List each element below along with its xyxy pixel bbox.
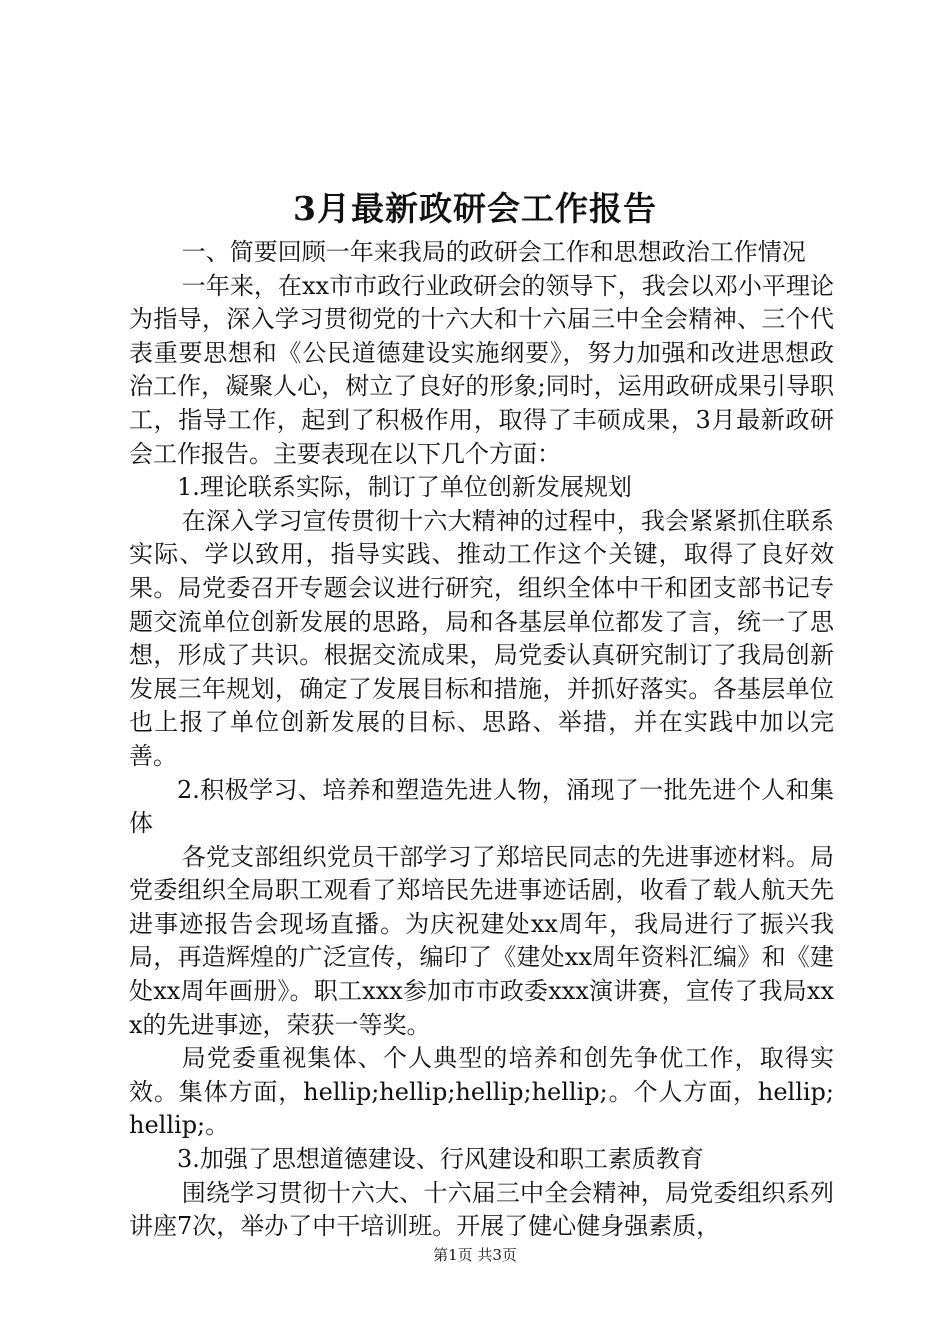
subsection-heading: 3.加强了思想道德建设、行风建设和职工素质教育: [177, 1145, 704, 1174]
body-paragraph: 在深入学习宣传贯彻十六大精神的过程中，我会紧紧抓住联系实际、学以致用，指导实践、推动工作这个关键，取得了良好效果。局党委召开专题会议进行研究，组织全体中干和团支部书记专题交流单位创新发展的思路，局和各基层单位都发了言，统一了思想，形成了共识。根据交流成果，局党委认真研究制订了我局创新发展三年规划，确定了发展目标和措施，并抓好落实。各基层单位也上报了单位创新发展的目标、思路、举措，并在实践中加以完善。: [129, 506, 834, 770]
subsection-heading: 2.积极学习、培养和塑造先进人物，涌现了一批先进个人和集体: [129, 775, 834, 838]
body-paragraph: 围绕学习贯彻十六大、十六届三中全会精神，局党委组织系列讲座7次，举办了中干培训班。开展了健心健身强素质，: [129, 1178, 834, 1241]
document-title: 3月最新政研会工作报告: [293, 189, 657, 228]
page-number-footer: 第1页 共3页: [433, 1246, 517, 1264]
body-paragraph: 一年来，在xx市市政行业政研会的领导下，我会以邓小平理论为指导，深入学习贯彻党的十六大和十六届三中全会精神、三个代表重要思想和《公民道德建设实施纲要》，努力加强和改进思想政治工作，凝聚人心，树立了良好的形象;同时，运用政研成果引导职工，指导工作，起到了积极作用，取得了丰硕成果，3月最新政研会工作报告。主要表现在以下几个方面：: [129, 271, 834, 468]
body-paragraph: 各党支部组织党员干部学习了郑培民同志的先进事迹材料。局党委组织全局职工观看了郑培民先进事迹话剧，收看了载人航天先进事迹报告会现场直播。为庆祝建处xx周年，我局进行了振兴我局，再造辉煌的广泛宣传，编印了《建处xx周年资料汇编》和《建处xx周年画册》。职工xxx参加市市政委xxx演讲赛，宣传了我局xxx的先进事迹，荣获一等奖。: [129, 842, 834, 1039]
body-paragraph: 局党委重视集体、个人典型的培养和创先争优工作，取得实效。集体方面，hellip;hellip;hellip;hellip;。个人方面，hellip;hellip;。: [129, 1044, 834, 1140]
document-body: [129, 236, 834, 1244]
section-heading: 一、简要回顾一年来我局的政研会工作和思想政治工作情况: [181, 238, 806, 266]
subsection-heading: 1.理论联系实际，制订了单位创新发展规划: [177, 473, 632, 502]
